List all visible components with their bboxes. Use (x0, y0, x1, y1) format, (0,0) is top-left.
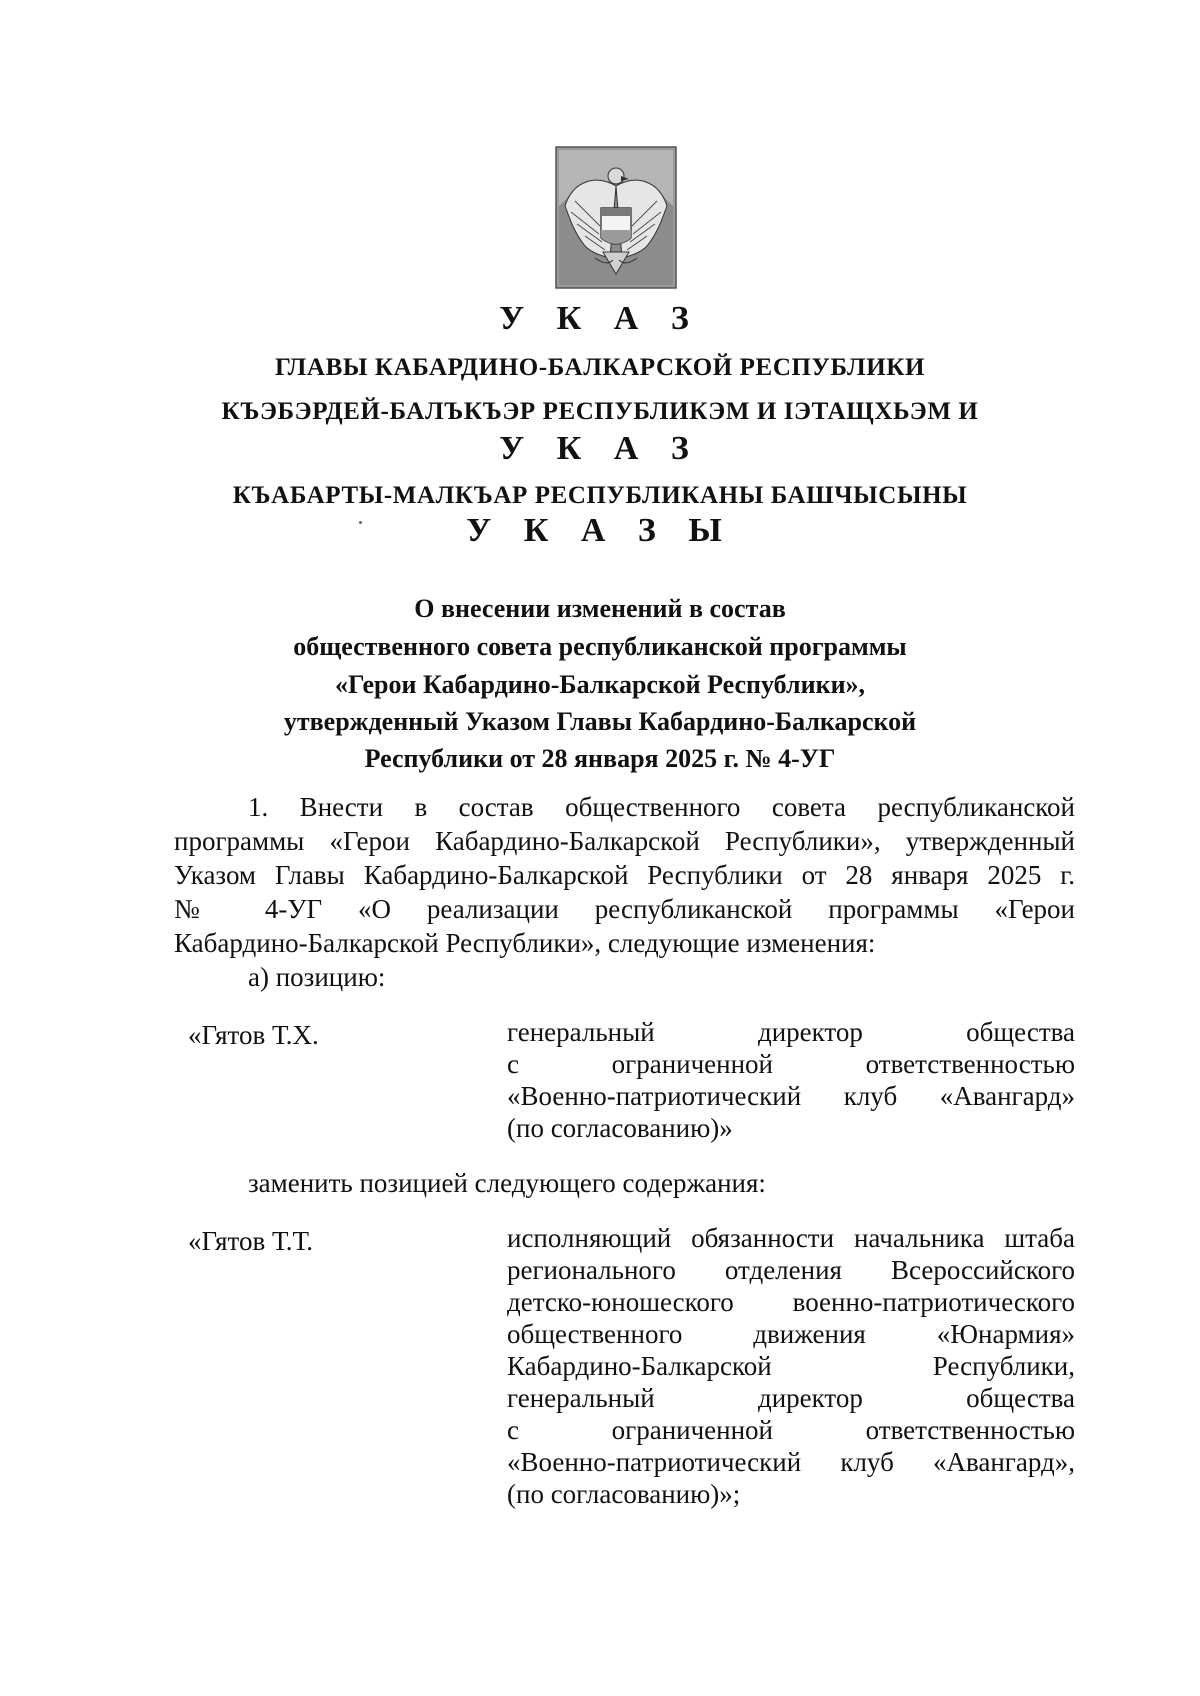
paragraph-line: № 4-УГ «О реализации республиканской программы «Герои (174, 894, 1075, 924)
description-line: с ограниченной ответственностью (507, 1415, 1075, 1445)
paragraph-line: программы «Герои Кабардино-Балкарской Республики», утвержденный (174, 826, 1075, 856)
paragraph-line: 1. Внести в состав общественного совета республиканской (248, 792, 1075, 822)
description-line: регионального отделения Всероссийского (507, 1255, 1075, 1285)
paragraph-line: Указом Главы Кабардино-Балкарской Республики от 28 января 2025 г. (174, 860, 1075, 890)
description-line: с ограниченной ответственностью (507, 1049, 1075, 1079)
position-new-name: «Гятов Т.Т. (188, 1226, 314, 1256)
ukaz-heading-2: У К А З (499, 430, 701, 467)
coat-of-arms-emblem (555, 146, 677, 289)
description-line: детско-юношеского военно-патриотического (507, 1287, 1075, 1317)
description-line: Кабардино-Балкарской Республики, (507, 1351, 1075, 1381)
org-name-balkar: КЪАБАРТЫ-МАЛКЪАР РЕСПУБЛИКАНЫ БАШЧЫСЫНЫ (232, 482, 968, 509)
description-line: генеральный директор общества (507, 1383, 1075, 1413)
decree-title-line: «Герои Кабардино-Балкарской Республики», (334, 670, 866, 699)
description-line: общественного движения «Юнармия» (507, 1319, 1075, 1349)
replace-instruction: заменить позицией следующего содержания: (248, 1168, 766, 1198)
position-old-description (507, 1016, 1075, 1144)
description-line: «Военно-патриотический клуб «Авангард», (507, 1447, 1075, 1477)
description-line: «Военно-патриотический клуб «Авангард» (507, 1081, 1075, 1111)
position-old-name: «Гятов Т.Х. (188, 1020, 319, 1050)
decree-title-line: утвержденный Указом Главы Кабардино-Балкарской (283, 707, 917, 736)
scan-speck (359, 521, 362, 524)
description-line: исполняющий обязанности начальника штаба (507, 1223, 1075, 1253)
ukaz-heading-1: У К А З (499, 300, 701, 337)
decree-title-line: общественного совета республиканской программы (293, 632, 907, 661)
item-a-label: а) позицию: (248, 962, 386, 992)
ukaz-heading-3: У К А З Ы (466, 512, 734, 549)
org-name-kabardian: КЪЭБЭРДЕЙ-БАЛЪКЪЭР РЕСПУБЛИКЭМ И ІЭТАЩХЬЭМ И (221, 398, 979, 425)
position-new-description (507, 1222, 1075, 1510)
description-line: генеральный директор общества (507, 1017, 1075, 1047)
description-line: (по согласованию)» (507, 1113, 733, 1143)
org-name-russian: ГЛАВЫ КАБАРДИНО-БАЛКАРСКОЙ РЕСПУБЛИКИ (274, 354, 926, 381)
paragraph-line: Кабардино-Балкарской Республики», следующие изменения: (174, 928, 876, 958)
decree-title-line: О внесении изменений в состав (414, 594, 786, 623)
decree-title-line: Республики от 28 января 2025 г. № 4-УГ (364, 744, 836, 773)
description-line: (по согласованию)»; (507, 1479, 741, 1509)
